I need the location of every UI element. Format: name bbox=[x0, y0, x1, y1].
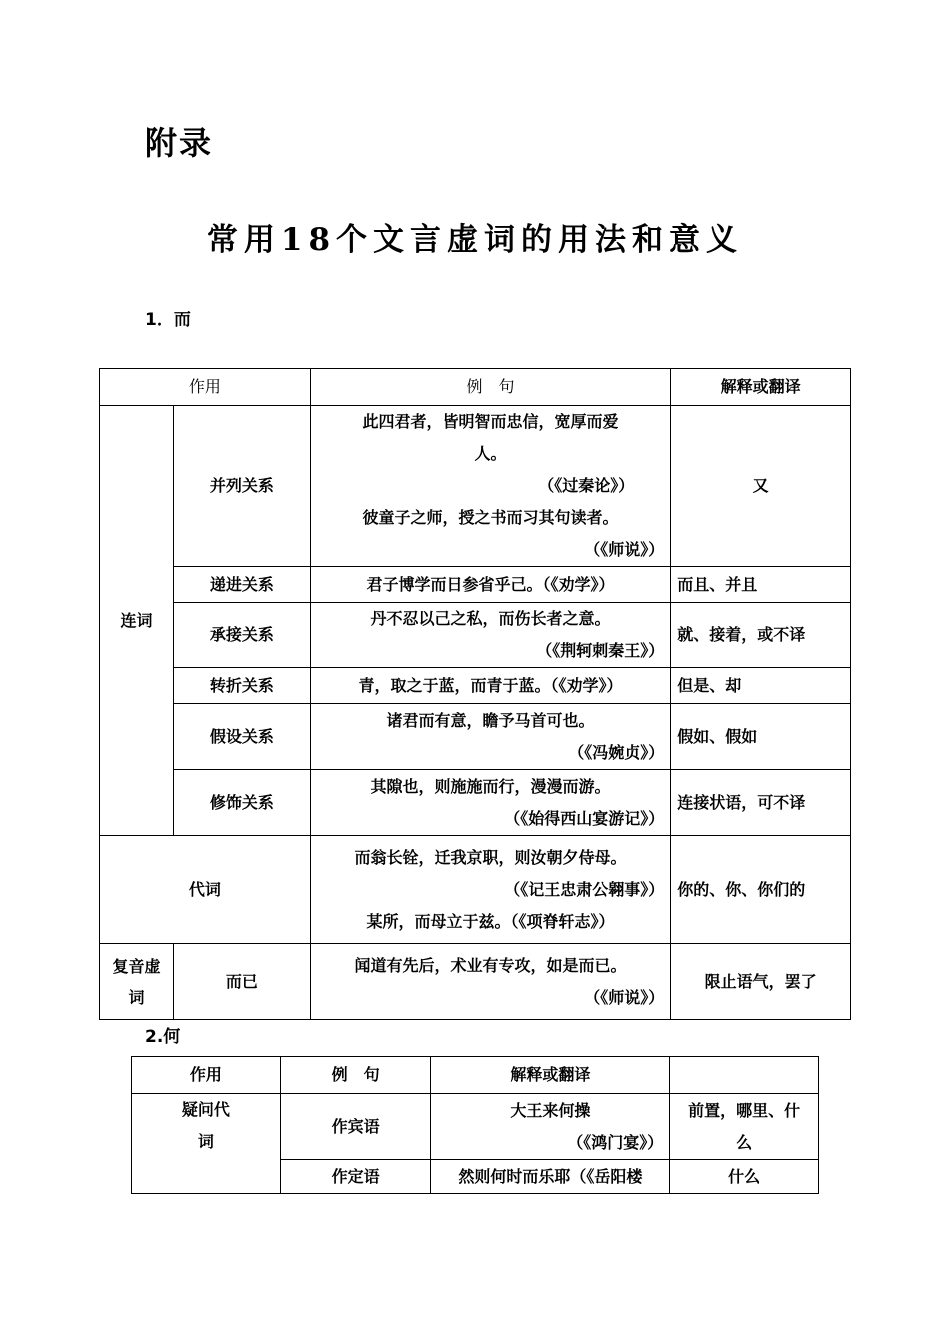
example-text: 人。 bbox=[474, 444, 507, 463]
example-text: 然则何时而乐耶（《岳阳楼 bbox=[431, 1160, 670, 1194]
example-cell bbox=[310, 603, 671, 668]
relation-label: 转折关系 bbox=[173, 668, 310, 704]
relation-label: 修饰关系 bbox=[173, 770, 310, 836]
meaning-cell: 但是、却 bbox=[671, 668, 851, 704]
example-text: 青，取之于蓝，而青于蓝。（《劝学》） bbox=[310, 668, 671, 704]
header-meaning: 解释或翻译 bbox=[671, 369, 851, 406]
example-cell bbox=[310, 770, 671, 836]
example-text: 此四君者，皆明智而忠信，宽厚而爱 bbox=[362, 412, 619, 431]
meaning-cell: 就、接着，或不译 bbox=[671, 603, 851, 668]
compound-label: 复音虚词 bbox=[100, 944, 174, 1020]
compound-word: 而已 bbox=[173, 944, 310, 1020]
section-1-heading: 1．而 bbox=[145, 310, 191, 330]
source-text: （《始得西山宴游记》） bbox=[504, 808, 665, 828]
example-text: 某所，而母立于兹。（《项脊轩志》） bbox=[366, 911, 615, 931]
example-text: 丹不忍以己之私，而伤长者之意。 bbox=[370, 609, 611, 628]
table-row bbox=[100, 770, 851, 836]
source-text: （《荆轲刺秦王》） bbox=[536, 641, 665, 660]
meaning-cell: 前置，哪里、什么 bbox=[670, 1094, 819, 1160]
example-text: 大王来何操 bbox=[510, 1100, 591, 1120]
interrogative-label: 疑问代词 bbox=[132, 1094, 281, 1194]
table-row bbox=[132, 1094, 819, 1160]
meaning-cell: 假如、假如 bbox=[671, 704, 851, 770]
example-cell bbox=[310, 836, 671, 944]
meaning-cell: 又 bbox=[671, 406, 851, 567]
table-row bbox=[100, 836, 851, 944]
meaning-cell: 而且、并且 bbox=[671, 567, 851, 603]
table-row bbox=[100, 567, 851, 603]
table-he bbox=[131, 1056, 819, 1194]
table-row bbox=[100, 944, 851, 1020]
table-header-row bbox=[132, 1057, 819, 1094]
example-cell bbox=[310, 406, 671, 567]
example-text: 其隙也，则施施而行，漫漫而游。 bbox=[370, 776, 611, 796]
header-example: 例 句 bbox=[310, 369, 671, 406]
example-cell bbox=[310, 944, 671, 1020]
conj-label: 连词 bbox=[100, 406, 174, 836]
appendix-heading: 附录 bbox=[145, 124, 214, 162]
table-row bbox=[100, 668, 851, 704]
source-text: （《过秦论》） bbox=[538, 476, 635, 495]
example-text: 君子博学而日参省乎己。（《劝学》） bbox=[310, 567, 671, 603]
page-title: 常用18个文言虚词的用法和意义 bbox=[206, 222, 744, 258]
source-text: （《鸿门宴》） bbox=[567, 1132, 664, 1152]
example-text: 闻道有先后，术业有专攻，如是而已。 bbox=[354, 955, 627, 975]
example-cell bbox=[431, 1094, 670, 1160]
meaning-cell: 限止语气，罢了 bbox=[671, 944, 851, 1020]
table-row bbox=[100, 704, 851, 770]
section-2-heading: 2.何 bbox=[145, 1027, 181, 1047]
table-header-row bbox=[100, 369, 851, 406]
relation-label: 承接关系 bbox=[173, 603, 310, 668]
meaning-cell: 什么 bbox=[670, 1160, 819, 1194]
table-er bbox=[99, 368, 851, 1020]
header-extra bbox=[670, 1057, 819, 1094]
header-example: 例 句 bbox=[280, 1057, 431, 1094]
pronoun-label: 代词 bbox=[100, 836, 311, 944]
example-cell bbox=[310, 704, 671, 770]
relation-label: 递进关系 bbox=[173, 567, 310, 603]
header-meaning: 解释或翻译 bbox=[431, 1057, 670, 1094]
header-role: 作用 bbox=[100, 369, 311, 406]
table-row bbox=[100, 603, 851, 668]
meaning-cell: 连接状语，可不译 bbox=[671, 770, 851, 836]
source-text: （《冯婉贞》） bbox=[568, 742, 665, 762]
header-role: 作用 bbox=[132, 1057, 281, 1094]
usage-label: 作定语 bbox=[280, 1160, 431, 1194]
example-text: 彼童子之师，授之书而习其句读者。 bbox=[362, 508, 619, 527]
source-text: （《记王忠肃公翱事》） bbox=[504, 879, 665, 899]
table-row bbox=[100, 406, 851, 567]
relation-label: 假设关系 bbox=[173, 704, 310, 770]
relation-label: 并列关系 bbox=[173, 406, 310, 567]
meaning-cell: 你的、你、你们的 bbox=[671, 836, 851, 944]
source-text: （《师说》） bbox=[584, 987, 665, 1007]
source-text: （《师说》） bbox=[584, 540, 665, 559]
usage-label: 作宾语 bbox=[280, 1094, 431, 1160]
example-text: 诸君而有意，瞻予马首可也。 bbox=[386, 710, 595, 730]
example-text: 而翁长铨，迁我京职，则汝朝夕侍母。 bbox=[354, 847, 627, 867]
